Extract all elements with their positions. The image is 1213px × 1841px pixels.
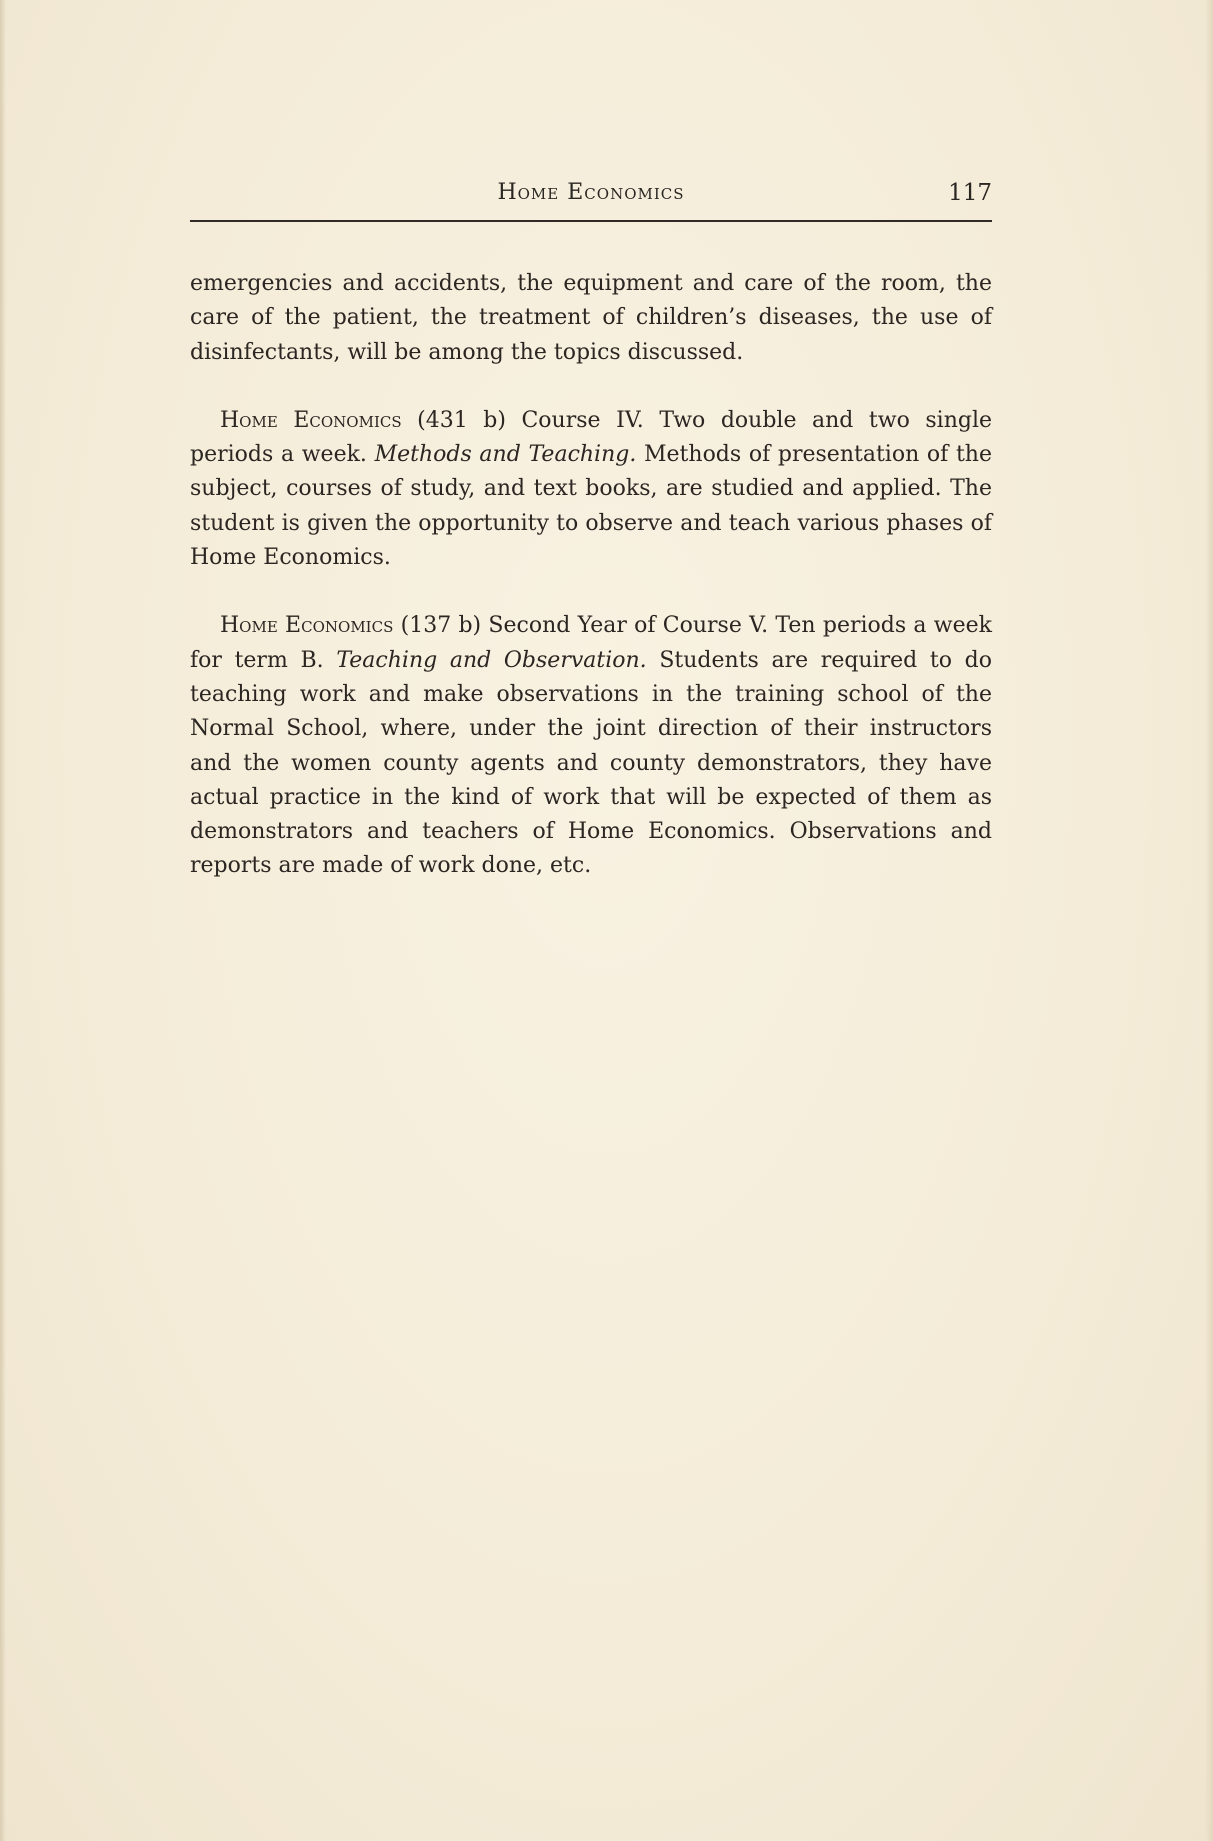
course-lead: (431 b) Course IV. Two double and two single periods a week. xyxy=(190,407,993,468)
course-name: Home Economics xyxy=(220,613,394,639)
course-description: Students are required to do teaching work and make observations in the training school of the Normal School, where, under the joint direction of their instructors and the women county agents and county demonstrators, they have actual practice in the kind of work that will be expected of them as demonstrators and teachers of Home Economics. Observations and reports are made of work done, etc. xyxy=(190,647,992,879)
course-name: Home Economics xyxy=(220,407,402,433)
paragraph-text: emergencies and accidents, the equipment and care of the room, the care of the patient, the treatment of children’s diseases, the use of disinfectants, will be among the topics discussed. xyxy=(190,271,992,365)
page-edge-shadow-left xyxy=(0,0,6,1841)
paragraph-course-431b xyxy=(190,404,992,575)
page-header xyxy=(190,180,992,220)
page-edge-shadow-right xyxy=(1205,0,1213,1841)
header-rule xyxy=(190,220,992,222)
course-title: Teaching and Observation. xyxy=(336,647,647,673)
body-text xyxy=(190,267,992,918)
course-lead: (137 b) Second Year of Course V. Ten periods a week for term B. xyxy=(190,613,992,673)
running-head: Home Economics xyxy=(497,180,685,205)
page-number: 117 xyxy=(948,180,992,206)
course-title: Methods and Teaching. xyxy=(374,442,637,468)
paragraph-course-137b xyxy=(190,609,992,883)
paragraph-continued xyxy=(190,267,992,370)
course-description: Methods of presentation of the subject, courses of study, and text books, are studied and applied. The student is given the opportunity to observe and teach various phases of Home Economics. xyxy=(190,442,992,571)
